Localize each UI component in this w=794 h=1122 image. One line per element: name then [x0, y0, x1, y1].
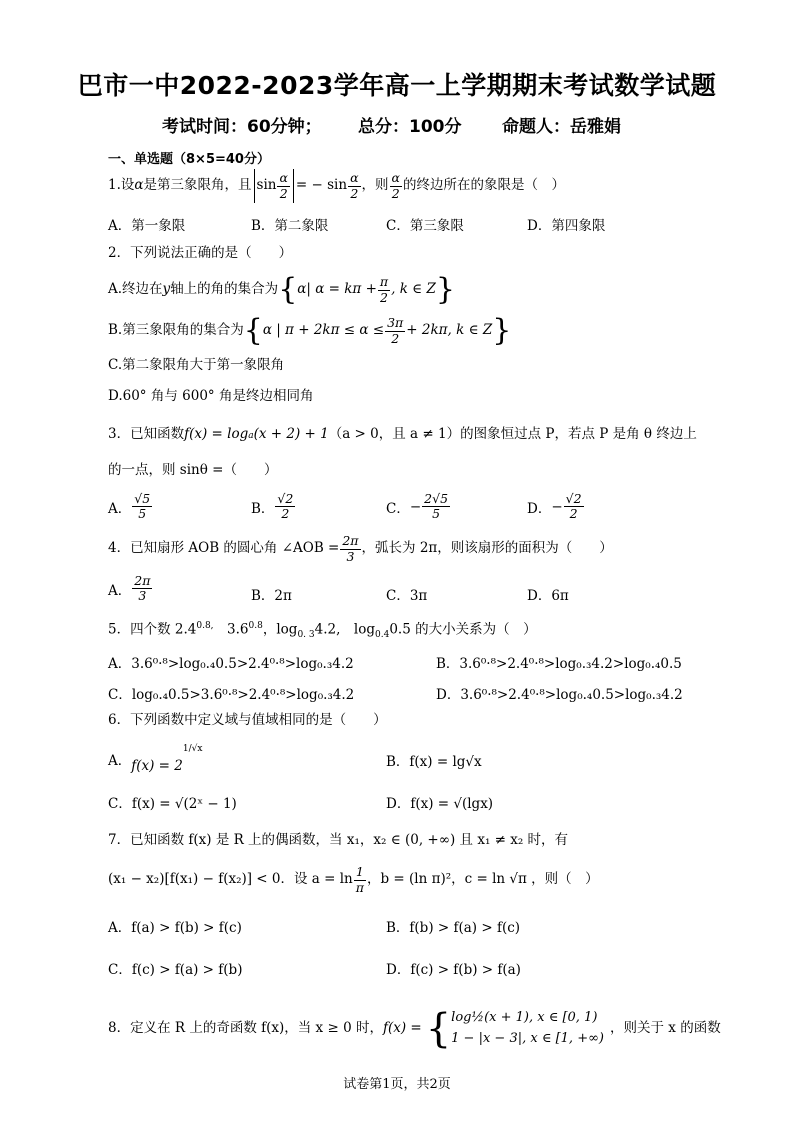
question-1	[108, 168, 565, 204]
brace: {	[243, 313, 263, 348]
q3-option-b	[251, 492, 296, 522]
question-2: 2．下列说法正确的是（ ）	[108, 245, 293, 261]
total-score: 总分：100分	[358, 117, 462, 137]
q1-option-b: B．第二象限	[251, 218, 329, 234]
q3-line-2: 的一点，则 sinθ =（ ）	[108, 462, 278, 478]
q1-option-c: C．第三象限	[386, 218, 464, 234]
q7-option-a: A．f(a) > f(b) > f(c)	[108, 920, 242, 936]
piecewise	[451, 1008, 604, 1050]
fraction: $\frac{1}{\pi}$	[355, 864, 364, 895]
q3-option-d	[527, 492, 585, 522]
question-4	[108, 531, 613, 567]
q1-text: ，则	[361, 177, 389, 194]
fraction: $\frac{2\pi}{3}$	[342, 533, 359, 564]
fraction: $\frac{2\pi}{3}$	[134, 573, 151, 604]
fraction: $\frac{√2}{2}$	[565, 491, 582, 522]
q8-func: f(x) =	[382, 1020, 422, 1037]
q5-text: 5．四个数 2.4	[108, 621, 197, 638]
brace: }	[492, 313, 512, 348]
option-letter: B．	[251, 500, 275, 517]
fraction: $\frac{\alpha}{2}$	[350, 170, 359, 201]
question-5	[108, 622, 537, 640]
q3-option-a	[108, 492, 153, 522]
q2-a-text: 轴上的角的集合为	[170, 281, 279, 298]
fraction: $\frac{\alpha}{2}$	[391, 170, 400, 201]
q4-text: ，弧长为 2π，则该扇形的面积为（ ）	[361, 540, 613, 557]
option-letter: D．	[527, 500, 552, 517]
q4-text: 4．已知扇形 AOB 的圆心角 ∠AOB =	[108, 540, 340, 557]
q2-b-set: α | π + 2kπ ≤ α ≤	[262, 322, 385, 339]
q5-sub: 0. 3	[297, 630, 315, 641]
q4-option-d: D．6π	[527, 588, 569, 604]
q2-option-b	[108, 313, 511, 349]
page-footer: 试卷第1页，共2页	[343, 1077, 451, 1092]
abs-bar	[254, 169, 255, 203]
q7-text: ，b = (ln π)²，c = ln √π ，则（ ）	[366, 871, 599, 888]
q1-text: 是第三象限角，且	[143, 177, 252, 194]
q2-a-set: , k ∈ Z	[391, 281, 436, 298]
fraction: $\frac{\alpha}{2}$	[279, 170, 288, 201]
q3-text: 3．已知函数	[108, 426, 185, 442]
q8-text: 8．定义在 R 上的奇函数 f(x)，当 x ≥ 0 时，	[108, 1020, 383, 1037]
q1-sin: sin	[256, 177, 277, 194]
q7-option-d: D．f(c) > f(b) > f(a)	[386, 962, 521, 978]
q1-text: = − sin	[295, 177, 348, 194]
q6-option-a	[108, 744, 202, 774]
option-letter: C．	[386, 500, 410, 517]
q5-text: 4.2, log	[314, 621, 375, 638]
q4-option-a	[108, 574, 153, 604]
q1-alpha: α	[134, 177, 144, 194]
option-letter: A．	[108, 500, 132, 517]
q7-option-c: C．f(c) > f(a) > f(b)	[108, 962, 243, 978]
q5-sub: 0.4	[375, 630, 390, 641]
section-heading: 一、单选题（8×5=40分）	[108, 152, 270, 167]
q3-func: (x + 2) + 1	[253, 426, 329, 442]
q7-option-b: B．f(b) > f(a) > f(c)	[386, 920, 521, 936]
piecewise-case-2: 1 − |x − 3|, x ∈ [1, +∞)	[451, 1031, 604, 1046]
q1-text: 1.设	[108, 177, 135, 194]
fraction: $\frac{2√5}{5}$	[424, 491, 449, 522]
q2-a-set: α| α = kπ +	[297, 281, 377, 298]
q5-option-a: A．3.6⁰·⁸>log₀.₄0.5>2.4⁰·⁸>log₀.₃4.2	[108, 656, 354, 672]
author: 命题人：岳雅娟	[502, 117, 621, 137]
abs-bar	[293, 169, 294, 203]
q2-b-set: + 2kπ, k ∈ Z	[406, 322, 493, 339]
q2-a-y: y	[162, 281, 171, 298]
q5-option-b: B．3.6⁰·⁸>2.4⁰·⁸>log₀.₃4.2>log₀.₄0.5	[436, 656, 682, 672]
q4-option-c: C．3π	[386, 588, 428, 604]
option-sign: −	[409, 498, 422, 515]
q1-option-d: D．第四象限	[527, 218, 606, 234]
exam-time: 考试时间：60分钟；	[162, 117, 322, 137]
q6-a-func: f(x) = 2	[131, 758, 183, 774]
q6-option-c: C．f(x) = √(2ˣ − 1)	[108, 796, 237, 812]
q5-sup: 0.8	[248, 621, 263, 631]
q5-option-d: D．3.6⁰·⁸>2.4⁰·⁸>log₀.₄0.5>log₀.₃4.2	[436, 687, 683, 703]
q3-base: a	[248, 431, 254, 441]
q3-option-c	[386, 492, 451, 522]
q8-text: ，则关于 x 的函数	[610, 1020, 721, 1037]
piecewise-case-1: log½(x + 1), x ∈ [0, 1)	[451, 1010, 598, 1026]
brace: }	[435, 272, 455, 307]
q5-option-c: C．log₀.₄0.5>3.6⁰·⁸>2.4⁰·⁸>log₀.₃4.2	[108, 687, 355, 703]
brace: {	[425, 1006, 452, 1052]
q6-option-d: D．f(x) = √(lgx)	[386, 796, 494, 812]
question-8	[108, 1002, 721, 1056]
q2-option-c: C.第二象限角大于第一象限角	[108, 357, 285, 373]
q1-option-a: A．第一象限	[108, 218, 186, 234]
q5-text: 0.5 的大小关系为（ ）	[389, 621, 537, 638]
q3-text: （a > 0，且 a ≠ 1）的图象恒过点 P，若点 P 是角 θ 终边上	[328, 426, 697, 442]
q3-func: f(x) = log	[184, 426, 249, 442]
page-title: 巴市一中2022-2023学年高一上学期期末考试数学试题	[77, 71, 717, 100]
q6-a-exponent: 1/√x	[182, 744, 203, 754]
fraction: $\frac{\pi}{2}$	[379, 274, 389, 305]
q5-sup: 0.8,	[196, 621, 214, 631]
q7-line-2	[108, 862, 599, 898]
option-letter: A．	[108, 582, 132, 599]
question-3	[108, 428, 697, 442]
q7-text: (x₁ − x₂)[f(x₁) − f(x₂)] < 0．设 a = ln	[108, 871, 353, 888]
question-6: 6．下列函数中定义域与值域相同的是（ ）	[108, 712, 387, 728]
fraction: $\frac{√2}{2}$	[277, 491, 294, 522]
fraction: $\frac{3\pi}{2}$	[387, 315, 404, 346]
q2-b-text: B.第三象限角的集合为	[108, 322, 244, 339]
q2-option-d: D.60° 角与 600° 角是终边相同角	[108, 388, 314, 404]
fraction: $\frac{√5}{5}$	[134, 491, 151, 522]
q4-option-b: B．2π	[251, 588, 292, 604]
q5-text: 3.6	[213, 621, 249, 638]
q2-a-text: A.终边在	[108, 281, 163, 298]
option-sign: −	[551, 498, 563, 515]
question-7: 7．已知函数 f(x) 是 R 上的偶函数，当 x₁，x₂ ∈ (0, +∞) 且 x₁ ≠ x₂ 时，有	[108, 832, 569, 848]
brace: {	[278, 272, 298, 307]
q5-text: ，log	[262, 621, 298, 638]
q1-text: 的终边所在的象限是（ ）	[402, 177, 565, 194]
q6-option-b: B．f(x) = lg√x	[386, 754, 482, 770]
q2-option-a	[108, 272, 455, 308]
option-letter: A．	[108, 753, 132, 769]
